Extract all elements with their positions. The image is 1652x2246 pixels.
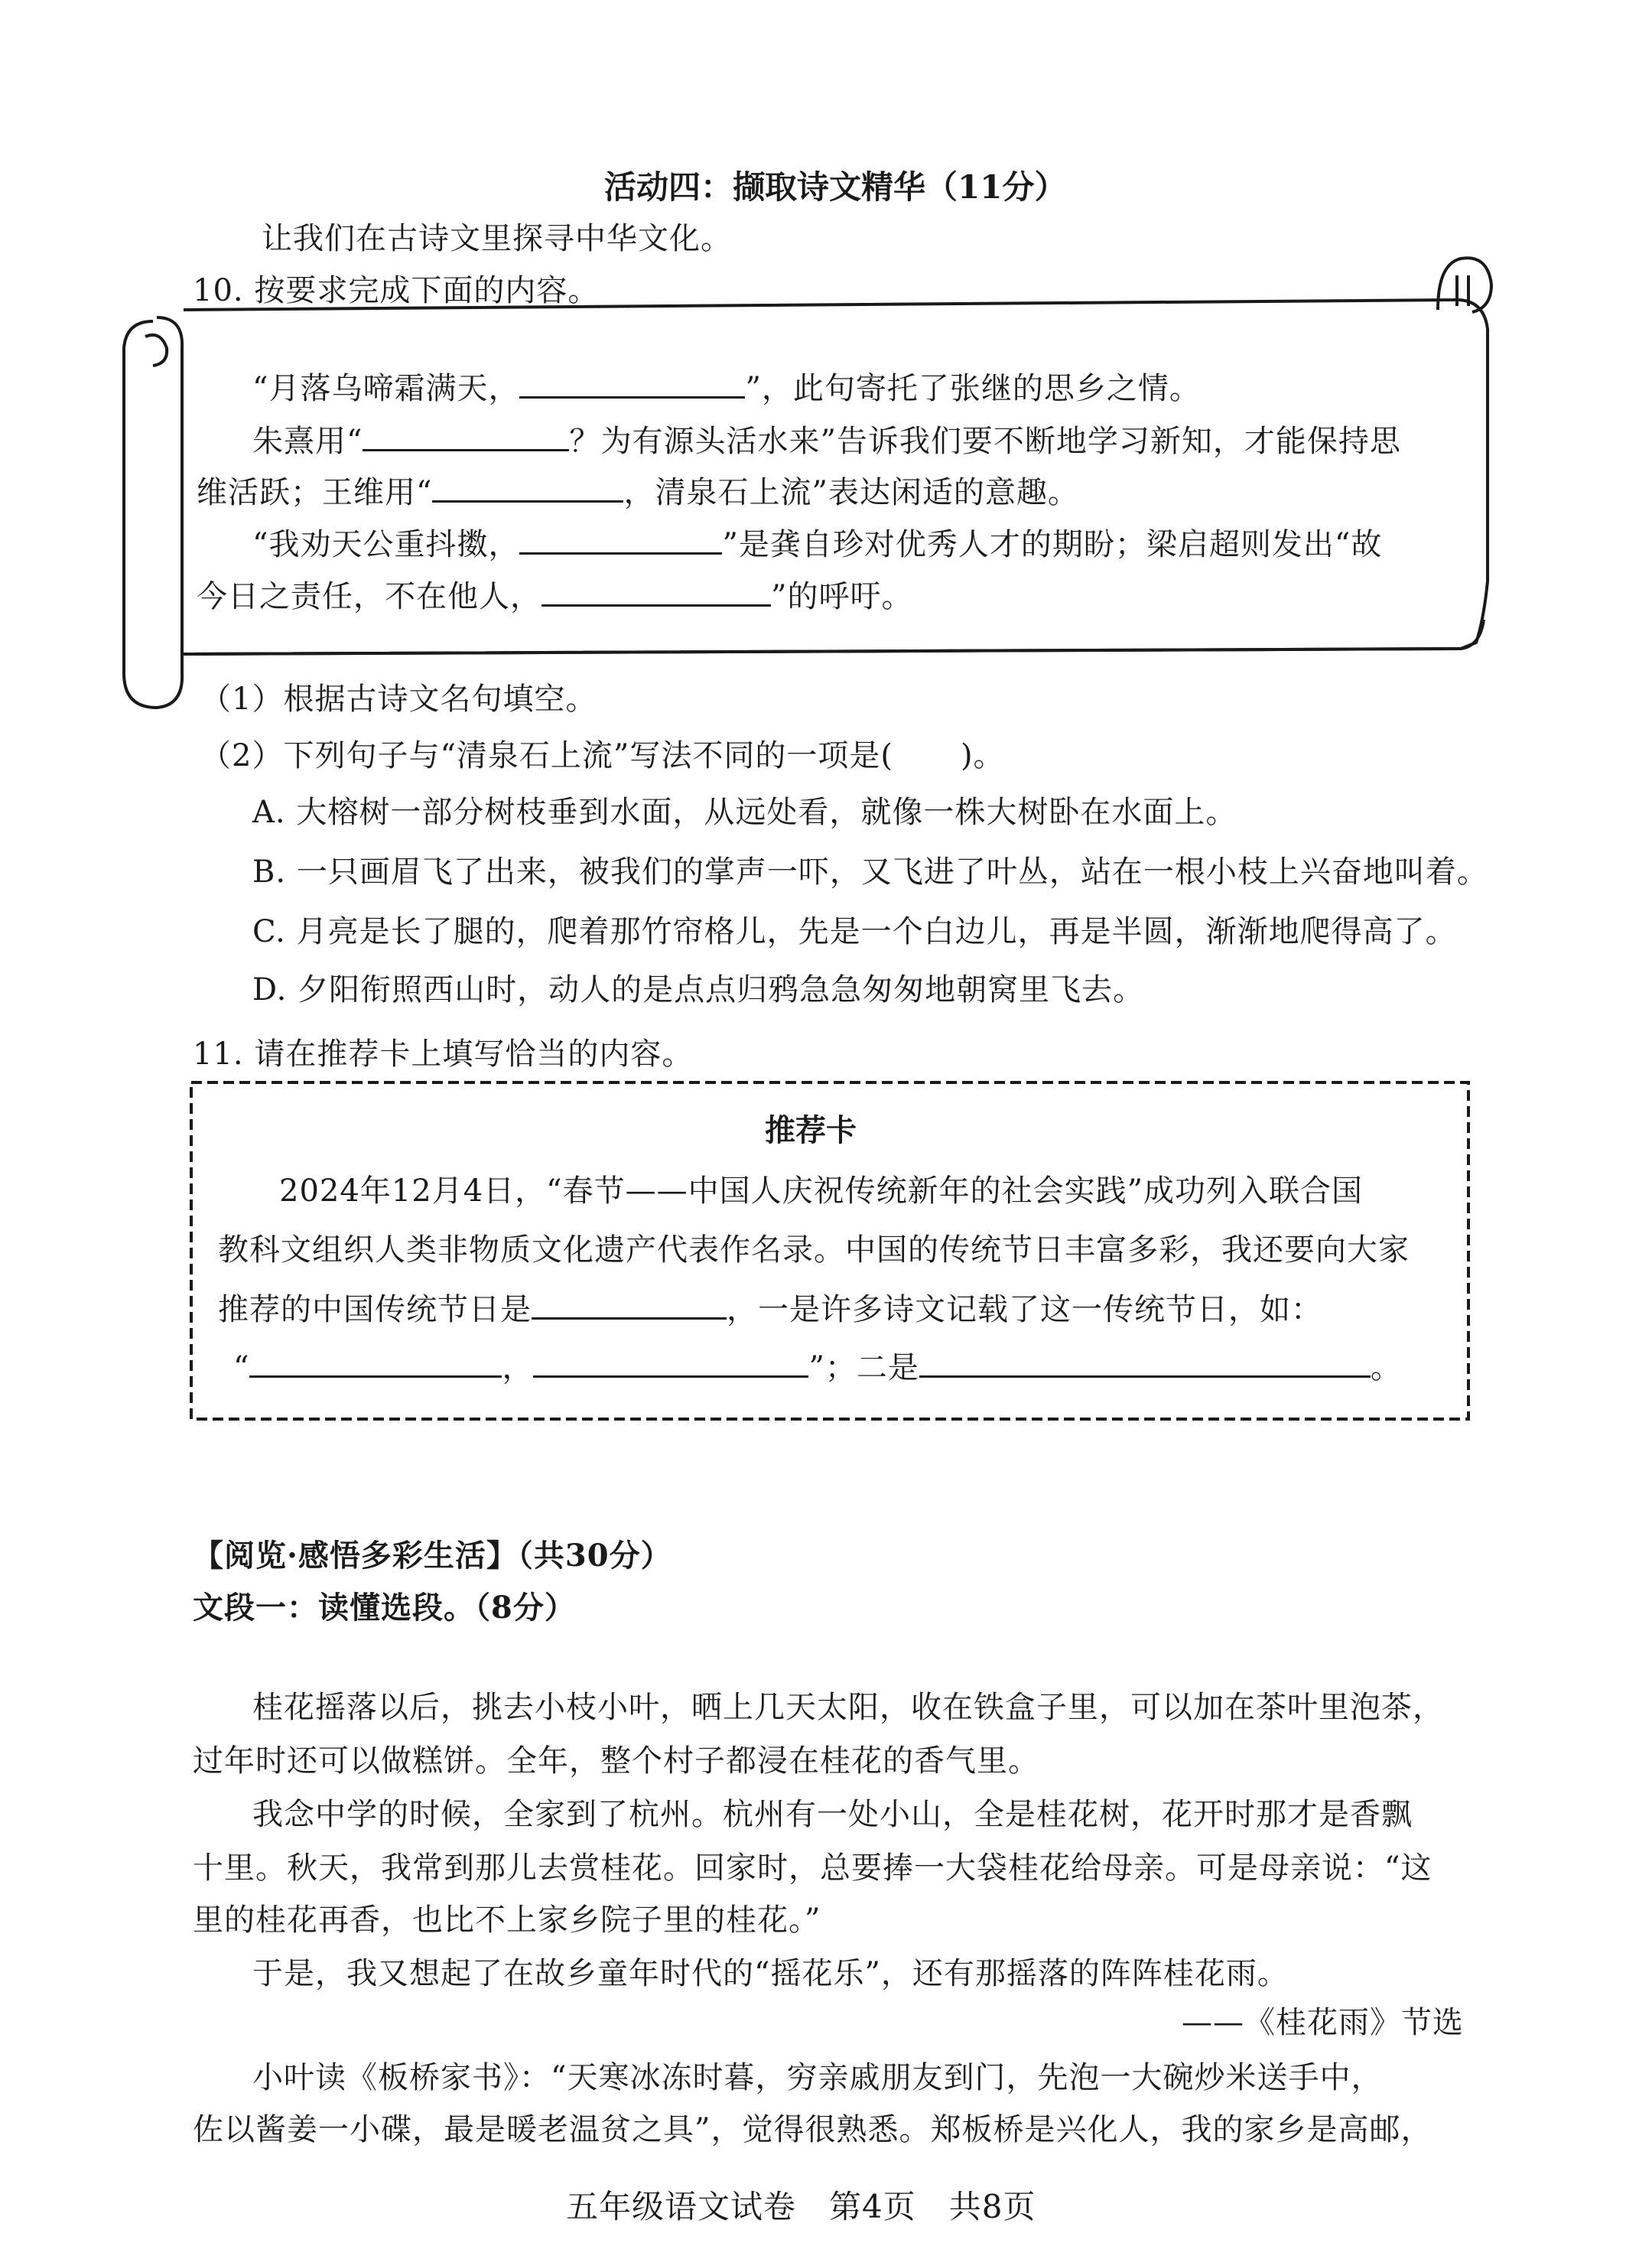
passage-line: 佐以酱姜一小碟，最是暖老温贫之具”，觉得很熟悉。郑板桥是兴化人，我的家乡是高邮，	[193, 2112, 1432, 2147]
card-text: 推荐的中国传统节日是	[218, 1292, 532, 1327]
scroll-text: 今日之责任，不在他人，	[197, 579, 541, 614]
fill-blank-4[interactable]	[519, 526, 722, 555]
fill-blank-5[interactable]	[541, 578, 771, 607]
poem-blank-2[interactable]	[533, 1349, 808, 1378]
card-text: ，一是许多诗文记载了这一传统节日，如：	[727, 1292, 1322, 1327]
scroll-text: ”的呼吁。	[771, 579, 913, 614]
page-footer: 五年级语文试卷 第4页 共8页	[566, 2188, 1036, 2225]
passage-line: 里的桂花再香，也比不上家乡院子里的桂花。”	[193, 1903, 821, 1938]
card-line-4	[233, 1343, 1402, 1387]
scroll-line-3	[197, 468, 1079, 512]
option-b[interactable]: B. 一只画眉飞了出来，被我们的掌声一吓，又飞进了叶丛，站在一根小枝上兴奋地叫着。	[252, 854, 1488, 890]
scroll-text: “月落乌啼霜满天，	[252, 371, 520, 406]
question-10-label: 10. 按要求完成下面的内容。	[193, 273, 600, 308]
card-text: ”；二是	[808, 1350, 919, 1385]
card-title: 推荐卡	[765, 1112, 857, 1148]
poem-blank-1[interactable]	[249, 1349, 502, 1378]
scroll-line-2	[252, 417, 1401, 461]
passage-line: 十里。秋天，我常到那儿去赏桂花。回家时，总要捧一大袋桂花给母亲。可是母亲说：“这	[193, 1851, 1432, 1886]
scroll-text: ？为有源头活水来”告诉我们要不断地学习新知，才能保持思	[569, 424, 1401, 459]
scroll-line-4	[252, 520, 1382, 564]
sub-question-2-end: )。	[960, 738, 1005, 773]
scroll-text: ”是龚自珍对优秀人才的期盼；梁启超则发出“故	[722, 527, 1383, 562]
card-text: “	[233, 1350, 250, 1385]
question-11-label: 11. 请在推荐卡上填写恰当的内容。	[193, 1037, 694, 1072]
option-a[interactable]: A. 大榕树一部分树枝垂到水面，从远处看，就像一株大树卧在水面上。	[252, 795, 1237, 830]
intro-text: 让我们在古诗文里探寻中华文化。	[262, 221, 732, 256]
passage-line: 小叶读《板桥家书》：“天寒冰冻时暮，穷亲戚朋友到门，先泡一大碗炒米送手中，	[252, 2060, 1383, 2095]
fill-blank-3[interactable]	[432, 474, 623, 503]
card-text: ，	[502, 1350, 534, 1385]
passage-source: ——《桂花雨》节选	[1182, 2005, 1464, 2040]
scroll-line-1	[252, 364, 1201, 408]
option-d[interactable]: D. 夕阳衔照西山时，动人的是点点归鸦急急匆匆地朝窝里飞去。	[252, 972, 1145, 1007]
option-c[interactable]: C. 月亮是长了腿的，爬着那竹帘格儿，先是一个白边儿，再是半圆，渐渐地爬得高了。	[252, 914, 1457, 949]
card-line-2: 教科文组织人类非物质文化遗产代表作名录。中国的传统节日丰富多彩，我还要向大家	[218, 1232, 1410, 1268]
activity-title: 活动四：撷取诗文精华（11分）	[604, 168, 1067, 206]
sub-question-2	[200, 731, 1005, 775]
card-text: 。	[1370, 1350, 1402, 1385]
sub-question-2-text: （2）下列句子与“清泉石上流”写法不同的一项是(	[200, 738, 893, 773]
passage-1-title: 文段一：读懂选段。（8分）	[193, 1590, 576, 1626]
reason-blank[interactable]	[919, 1349, 1371, 1378]
passage-line: 于是，我又想起了在故乡童年时代的“摇花乐”，还有那摇落的阵阵桂花雨。	[252, 1956, 1289, 1991]
scroll-text: “我劝天公重抖擞，	[252, 527, 520, 562]
passage-line: 桂花摇落以后，挑去小枝小叶，晒上几天太阳，收在铁盒子里，可以加在茶叶里泡茶，	[252, 1690, 1444, 1725]
fill-blank-1[interactable]	[519, 370, 745, 399]
fill-blank-2[interactable]	[363, 423, 569, 451]
card-line-3	[218, 1285, 1322, 1329]
scroll-text: 朱熹用“	[252, 424, 363, 459]
scroll-line-5	[197, 572, 912, 616]
scroll-text: ，清泉石上流”表达闲适的意趣。	[623, 475, 1079, 510]
card-line-1: 2024年12月4日，“春节——中国人庆祝传统新年的社会实践”成功列入联合国	[279, 1173, 1364, 1209]
reading-section-title: 【阅览·感悟多彩生活】（共30分）	[193, 1538, 672, 1574]
sub-question-1: （1）根据古诗文名句填空。	[200, 682, 597, 717]
passage-line: 过年时还可以做糕饼。全年，整个村子都浸在桂花的香气里。	[193, 1743, 1039, 1779]
festival-blank[interactable]	[532, 1291, 727, 1320]
passage-line: 我念中学的时候，全家到了杭州。杭州有一处小山，全是桂花树，花开时那才是香飘	[252, 1797, 1413, 1832]
scroll-text: ”，此句寄托了张继的思乡之情。	[745, 371, 1201, 406]
scroll-text: 维活跃；王维用“	[197, 475, 433, 510]
